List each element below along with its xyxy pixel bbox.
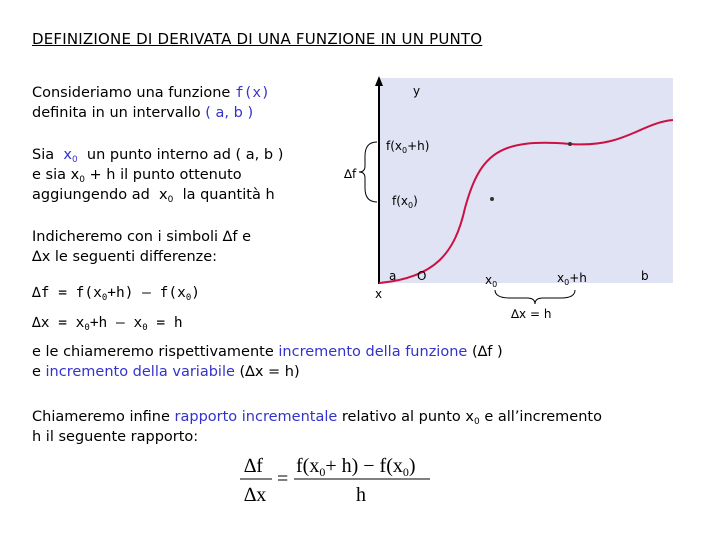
intro-text: Consideriamo una funzione [32, 85, 231, 101]
origin-label: O [417, 269, 427, 283]
intro-line-2 [32, 104, 253, 123]
formula-rhs-num: $f(x_0+ h) - f(x_0)$ [296, 455, 416, 479]
fx0-label: $f(x_0)$ [392, 194, 418, 210]
text: la quantità h [182, 187, 275, 203]
differences-line-1: Indicheremo con i simboli ∆f e [32, 229, 252, 245]
delta-f-brace [359, 142, 377, 202]
delta-x-brace [495, 290, 575, 304]
delta-x-definition: $\Delta x = x_0+h - x_0 = h$ [32, 315, 183, 333]
x0-symbol: $x_0$ [63, 147, 78, 165]
graph-background [379, 78, 673, 283]
ratio-line-2: h il seguente rapporto: [32, 429, 199, 445]
page-title: DEFINIZIONE DI DERIVATA DI UNA FUNZIONE IN UN PUNTO [32, 30, 483, 48]
sub: 0 [79, 175, 85, 185]
incremental-ratio-formula [238, 450, 438, 510]
formula-eq: = [277, 468, 289, 490]
delta-f-label: ∆f [344, 167, 357, 181]
intro-line-1 [32, 84, 270, 103]
function-symbol: f(x) [234, 85, 270, 101]
increments-line-1: e le chiameremo rispettivamente incremento della funzione (∆f ) [32, 344, 503, 360]
formula-rhs-den: h [356, 484, 366, 506]
y-label: y [413, 84, 421, 98]
text: + h il punto ottenuto [89, 167, 242, 183]
x-label: x [375, 287, 383, 301]
differences-line-2: ∆x le seguenti differenze: [32, 249, 218, 265]
intro-text-2: definita in un intervallo [32, 105, 201, 121]
text: e sia x [32, 167, 80, 183]
fx0h-label: $f(x_0+h)$ [386, 139, 430, 155]
interval-symbol: ( a, b ) [205, 105, 254, 121]
delta-f-definition: $\Delta f = f(x_0+h) - f(x_0)$ [32, 285, 200, 303]
formula-num: ∆f [244, 455, 263, 477]
a-label: a [389, 269, 397, 283]
b-label: b [641, 269, 649, 283]
text: Sia [32, 147, 55, 163]
x0-label: $x_0$ [485, 273, 498, 289]
x0h-label: $x_0+h$ [557, 271, 587, 287]
function-graph [344, 78, 675, 321]
text: aggiungendo ad [32, 187, 150, 203]
point-x0h [568, 142, 572, 146]
increments-line-2: e incremento della variabile (∆x = h) [32, 364, 300, 380]
formula-den: ∆x [244, 484, 267, 506]
x0-symbol: $x_0$ [159, 187, 174, 205]
ratio-line-1: Chiameremo infine rapporto incrementale relativo al punto $x_0$ e all’incremento [32, 409, 602, 427]
point-x0 [490, 197, 494, 201]
point-line-3 [32, 186, 275, 210]
delta-x-label: ∆x = h [511, 307, 552, 321]
text: un punto interno ad ( a, b ) [86, 147, 284, 163]
